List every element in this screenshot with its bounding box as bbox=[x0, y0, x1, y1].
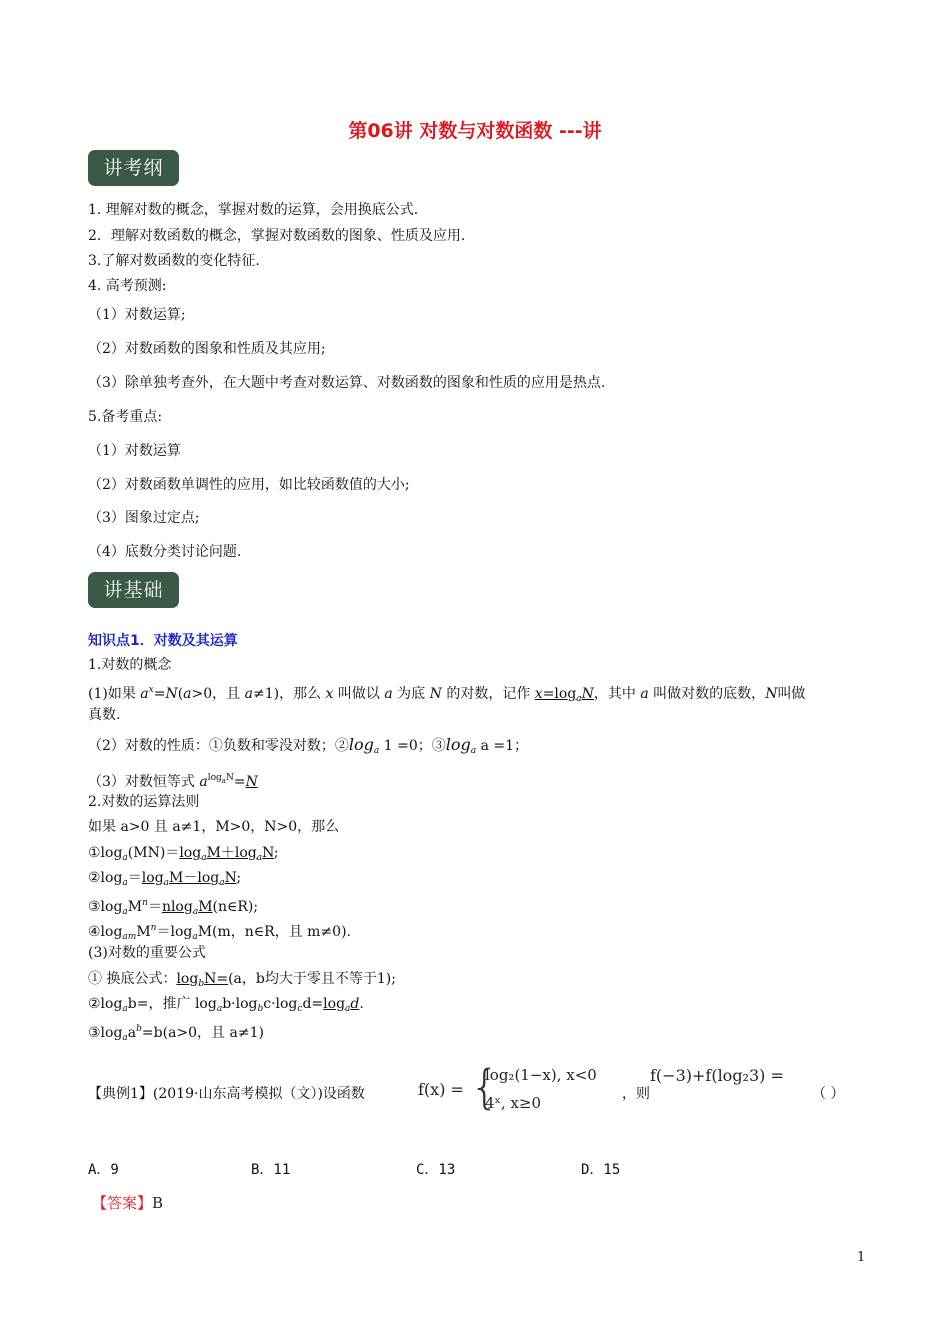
concept-title: 1.对数的概念 bbox=[88, 657, 172, 673]
rule-base-power: $④\log_{am}M^n=\log_aM(m$，n∈R，且 m≠0). bbox=[88, 923, 351, 942]
answer-value: B bbox=[152, 1194, 164, 1212]
outline-item: （3）除单独考查外，在大题中考查对数运算、对数函数的图象和性质的应用是热点. bbox=[88, 375, 606, 391]
power-formula: $③\log_aa^b=b(a>0$，且 a≠1) bbox=[88, 1024, 264, 1043]
log-properties: （2）对数的性质：①负数和零没对数；$②\log_a$ 1 =0；$③\log_a$ a =1； bbox=[88, 735, 528, 756]
change-of-base-formula: ① 换底公式：$\log_bN=(a$，b均大于零且不等于1); bbox=[88, 971, 396, 989]
piecewise-brace: { bbox=[470, 1060, 500, 1114]
rules-title: 2.对数的运算法则 bbox=[88, 794, 200, 810]
outline-item: （3）图象过定点; bbox=[88, 510, 200, 526]
option-b: B．11 bbox=[251, 1162, 291, 1178]
example-prefix: 【典例1】(2019·山东高考模拟（文）)设函数 bbox=[88, 1086, 365, 1102]
piecewise-case-2: 4ˣ, x≥0 bbox=[485, 1094, 542, 1112]
knowledge-point-heading: 知识点1．对数及其运算 bbox=[88, 633, 238, 649]
outline-item: 1. 理解对数的概念，掌握对数的运算，会用换底公式. bbox=[88, 202, 419, 218]
rule-power: $③\log_aM^n=nlog_aM(n\in R)$; bbox=[88, 898, 259, 917]
option-c: C．13 bbox=[416, 1162, 456, 1178]
outline-section-badge: 讲考纲 bbox=[88, 150, 179, 186]
piecewise-case-1: log₂(1−x), x<0 bbox=[485, 1066, 597, 1084]
basics-section-badge: 讲基础 bbox=[88, 572, 179, 608]
formula-title: (3)对数的重要公式 bbox=[88, 945, 206, 961]
outline-item: （2）对数函数的图象和性质及其应用; bbox=[88, 341, 326, 357]
chain-formula: $②\log_ab=$，推广 $\log_ab\cdot\log_bc\cdot\log_cd=\log_ad$. bbox=[88, 996, 364, 1014]
log-identity: （3）对数恒等式 $a^{log_aN}=N$ bbox=[88, 773, 258, 790]
page-title: 第06讲 对数与对数函数 ---讲 bbox=[348, 120, 602, 142]
outline-item: 3.了解对数函数的变化特征. bbox=[88, 253, 260, 269]
outline-item: （1）对数运算 bbox=[88, 443, 181, 459]
answer bbox=[92, 1192, 163, 1213]
concept-definition-cont: 真数. bbox=[88, 707, 121, 723]
option-a: A．9 bbox=[88, 1162, 119, 1178]
concept-definition: (1)如果 $a^x=N(a>0$，且 a≠1)，那么 x 叫做以 a 为底 N 的对数，记作 $x=\log_aN$，其中 a 叫做对数的底数，N叫做 bbox=[88, 685, 806, 704]
rules-condition: 如果 a>0 且 a≠1，M>0，N>0，那么 bbox=[88, 819, 340, 835]
example-then: ，则 bbox=[622, 1086, 650, 1102]
function-name: f(x) = bbox=[418, 1080, 464, 1099]
outline-item: 5.备考重点: bbox=[88, 409, 163, 425]
outline-item: 4. 高考预测: bbox=[88, 278, 167, 294]
outline-item: 2．理解对数函数的概念，掌握对数函数的图象、性质及应用. bbox=[88, 228, 466, 244]
answer-label: 【答案】 bbox=[92, 1194, 153, 1212]
rule-quotient: $②\log_a=\log_aM-\log_aN$; bbox=[88, 870, 242, 888]
rule-product: $①\log_a(MN)=\log_aM+\log_aN$; bbox=[88, 845, 279, 863]
outline-item: （4）底数分类讨论问题. bbox=[88, 544, 242, 560]
option-d: D．15 bbox=[581, 1162, 621, 1178]
answer-parentheses: （ ） bbox=[812, 1086, 845, 1102]
page-number: 1 bbox=[857, 1250, 866, 1265]
outline-item: （1）对数运算; bbox=[88, 307, 186, 323]
example-expression: f(−3)+f(log₂3) = bbox=[650, 1066, 784, 1085]
outline-item: （2）对数函数单调性的应用，如比较函数值的大小; bbox=[88, 477, 410, 493]
